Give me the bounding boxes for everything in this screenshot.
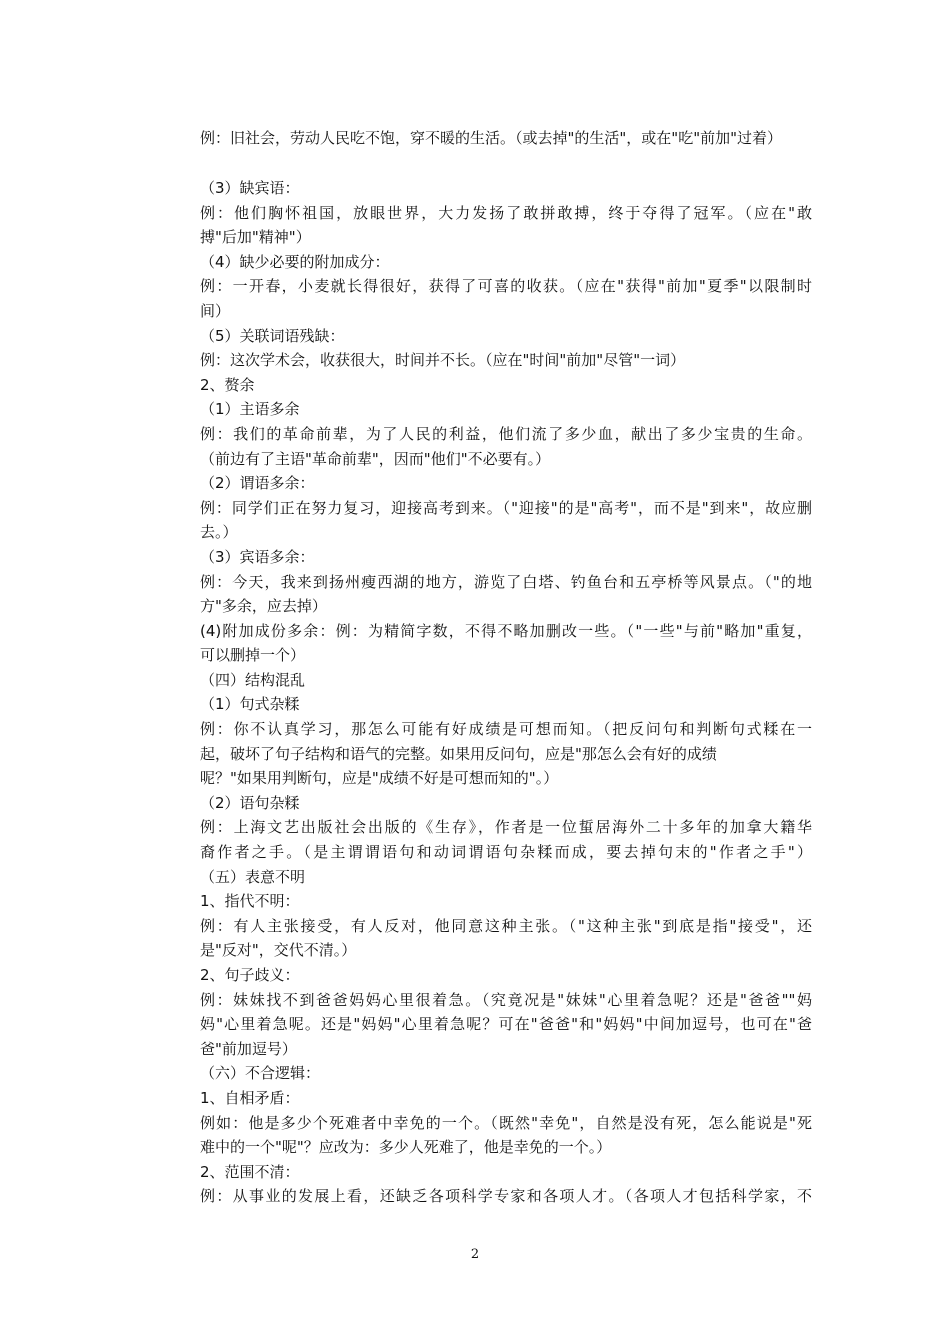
paragraph-line: （3）缺宾语： <box>200 179 300 197</box>
paragraph-line: 可以删掉一个） <box>200 646 306 665</box>
paragraph-line: 例：一开春，小麦就长得很好，获得了可喜的收获。（应在"获得"前加"夏季"以限制时 <box>200 277 812 296</box>
paragraph-line: 例：我们的革命前辈，为了人民的利益，他们流了多少血，献出了多少宝贵的生命。 <box>200 424 812 443</box>
paragraph-line: 例：你不认真学习，那怎么可能有好成绩是可想而知。（把反问句和判断句式糅在一 <box>200 720 812 739</box>
paragraph-line: 例：这次学术会，收获很大，时间并不长。（应在"时间"前加"尽管"一词） <box>200 351 686 370</box>
paragraph-line: 例如：他是多少个死难者中幸免的一个。（既然"幸免"，自然是没有死，怎么能说是"死 <box>200 1113 812 1132</box>
paragraph-line: （前边有了主语"革命前辈"，因而"他们"不必要有。） <box>200 449 551 468</box>
paragraph-line: 裔作者之手。（是主谓谓语句和动词谓语句杂糅而成，要去掉句末的"作者之手"） <box>200 843 812 862</box>
paragraph-line: 例：今天，我来到扬州瘦西湖的地方，游览了白塔、钓鱼台和五亭桥等风景点。（"的地 <box>200 572 812 591</box>
paragraph-line: 例：妹妹找不到爸爸妈妈心里很着急。（究竟况是"妹妹"心里着急呢？还是"爸爸""妈 <box>200 990 812 1009</box>
paragraph-line: 是"反对"，交代不清。） <box>200 941 357 960</box>
paragraph-line: （3）宾语多余： <box>200 547 315 566</box>
paragraph-line: 例：上海文艺出版社会出版的《生存》，作者是一位蜇居海外二十多年的加拿大籍华 <box>200 818 812 837</box>
paragraph-line: （六）不合逻辑： <box>200 1064 321 1083</box>
paragraph-line: 2、句子歧义： <box>200 966 300 984</box>
paragraph-line: 2、赘余 <box>200 375 255 394</box>
paragraph-line: （2）语句杂糅 <box>200 793 300 812</box>
paragraph-line: (4)附加成份多余：例：为精简字数，不得不略加删改一些。（"一些"与前"略加"重复， <box>200 621 812 640</box>
paragraph-line: 2、范围不清： <box>200 1162 300 1181</box>
paragraph-line: （1）主语多余 <box>200 400 300 419</box>
paragraph-line: 例：他们胸怀祖国，放眼世界，大力发扬了敢拼敢搏，终于夺得了冠军。（应在"敢 <box>200 203 812 222</box>
paragraph-line: 去。） <box>200 523 238 542</box>
paragraph-line: 例：有人主张接受，有人反对，他同意这种主张。（"这种主张"到底是指"接受"，还 <box>200 916 812 935</box>
paragraph-line: 呢？"如果用判断句，应是"成绩不好是可想而知的"。） <box>200 769 559 788</box>
paragraph-line-first: 例：旧社会，劳动人民吃不饱，穿不暖的生活。（或去掉"的生活"，或在"吃"前加"过着） <box>200 129 783 147</box>
paragraph-line: （2）谓语多余： <box>200 474 315 493</box>
paragraph-line: （四）结构混乱 <box>200 670 306 689</box>
paragraph-line: 难中的一个"呢"？应改为：多少人死难了，他是幸免的一个。） <box>200 1138 612 1157</box>
paragraph-line: 例：从事业的发展上看，还缺乏各项科学专家和各项人才。（各项人才包括科学家，不 <box>200 1187 812 1206</box>
paragraph-line: 间） <box>200 301 231 320</box>
paragraph-line: （5）关联词语残缺： <box>200 326 345 345</box>
paragraph-line: 1、指代不明： <box>200 892 300 911</box>
document-body <box>200 176 812 1209</box>
paragraph-line: 方"多余，应去掉） <box>200 597 327 616</box>
paragraph-line: 搏"后加"精神"） <box>200 228 311 247</box>
paragraph-line: （1）句式杂糅 <box>200 695 300 714</box>
paragraph-line: 例：同学们正在努力复习，迎接高考到来。（"迎接"的是"高考"，而不是"到来"，故应删 <box>200 498 812 517</box>
page-number: 2 <box>470 1247 480 1262</box>
paragraph-line: （4）缺少必要的附加成分： <box>200 252 390 271</box>
paragraph-line: 爸"前加逗号） <box>200 1039 297 1058</box>
paragraph-line: 妈"心里着急呢。还是"妈妈"心里着急呢？可在"爸爸"和"妈妈"中间加逗号，也可在"爸 <box>200 1015 812 1034</box>
paragraph-line: （五）表意不明 <box>200 867 306 886</box>
paragraph-line: 1、自相矛盾： <box>200 1088 300 1107</box>
paragraph-line: 起，破坏了句子结构和语气的完整。如果用反问句，应是"那怎么会有好的成绩 <box>200 744 717 763</box>
